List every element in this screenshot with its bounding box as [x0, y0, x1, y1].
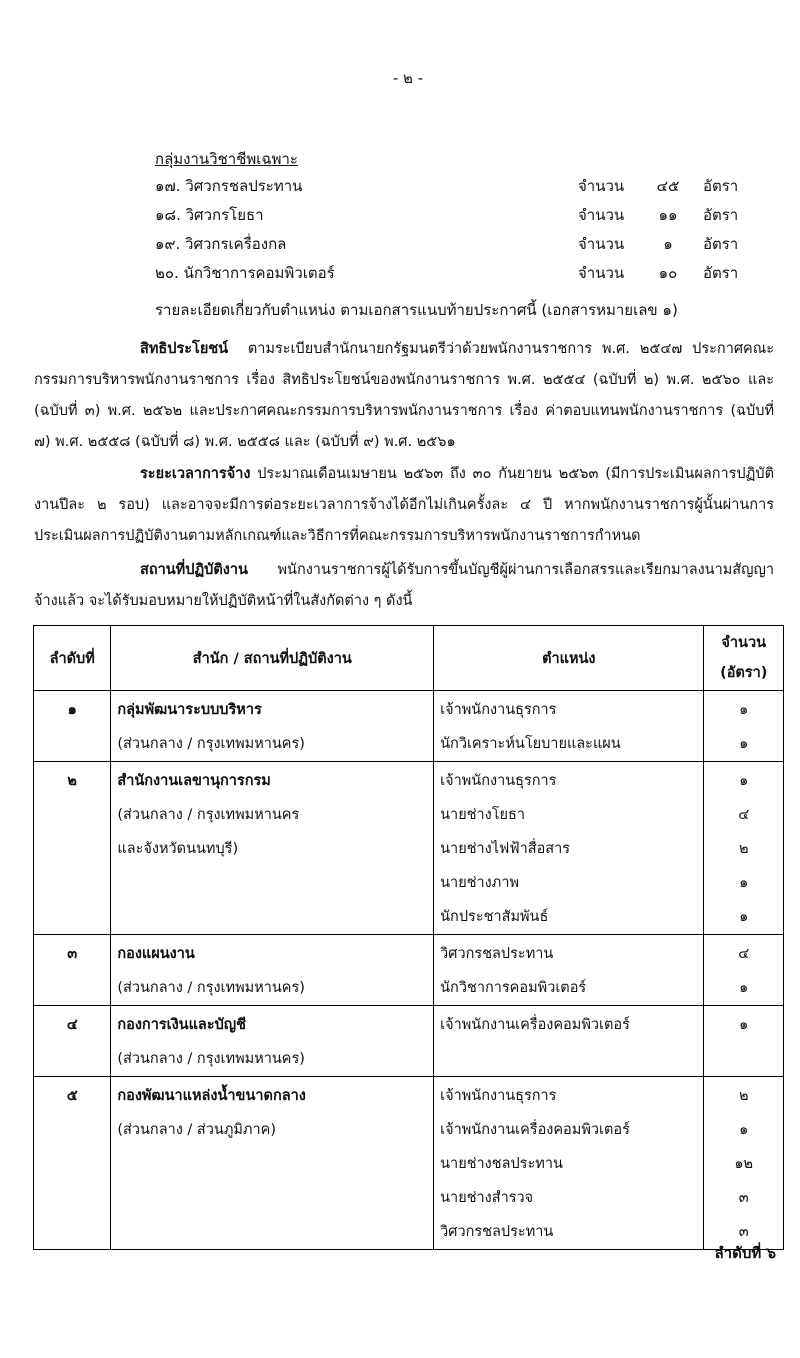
position-count: ๑๑ — [658, 206, 678, 224]
position-count: ๑ — [663, 235, 673, 253]
position-item — [155, 174, 755, 200]
group-title: กลุ่มงานวิชาชีพเฉพาะ — [155, 150, 298, 168]
position-title: เจ้าพนักงานธุรการ — [440, 1088, 557, 1104]
position-item — [155, 232, 755, 258]
position-count: ๓ — [738, 1224, 749, 1240]
position-cell — [434, 691, 704, 762]
workplace-heading: สถานที่ปฏิบัติงาน — [140, 562, 248, 578]
position-count: ๒ — [738, 1088, 749, 1104]
position-count: ๔ — [738, 946, 750, 962]
employment-period-paragraph — [34, 459, 774, 552]
row-number-text: ๕ — [66, 1088, 78, 1104]
position-title: นักวิเคราะห์นโยบายและแผน — [440, 736, 621, 752]
workplace-paragraph — [34, 555, 774, 617]
position-count: ๑ — [739, 980, 749, 996]
position-title: เจ้าพนักงานธุรการ — [440, 773, 557, 789]
position-title: เจ้าพนักงานเครื่องคอมพิวเตอร์ — [440, 1122, 630, 1138]
position-count: ๓ — [738, 1190, 749, 1206]
position-count: ๑ — [739, 773, 749, 789]
position-title: นายช่างไฟฟ้าสื่อสาร — [440, 841, 571, 857]
count-cell — [704, 1077, 784, 1250]
next-page-marker: ลำดับที่ ๖ — [714, 1244, 776, 1262]
table-row — [34, 691, 784, 762]
office-location: และจังหวัดนนทบุรี) — [117, 841, 239, 857]
position-cell — [434, 1077, 704, 1250]
office-cell — [111, 691, 434, 762]
office-name: สำนักงานเลขานุการกรม — [117, 773, 271, 789]
table-row — [34, 1077, 784, 1250]
count-cell — [704, 935, 784, 1006]
header-position: ตำแหน่ง — [434, 626, 704, 691]
count-label: จำนวน — [578, 206, 625, 224]
table-row — [34, 935, 784, 1006]
workplace-text: พนักงานราชการผู้ได้รับการขึ้นบัญชีผู้ผ่านการเลือกสรรและเรียกมาลงนามสัญญาจ้างแล้ว จะได้รับมอบหมายให้ปฏิบัติหน้าที่ในสังกัดต่าง ๆ ดังนี้ — [34, 562, 774, 609]
table-row — [34, 1006, 784, 1077]
position-count: ๑ — [739, 736, 749, 752]
position-title: นักวิชาการคอมพิวเตอร์ — [440, 980, 587, 996]
office-cell — [111, 935, 434, 1006]
row-number-text: ๔ — [66, 1017, 78, 1033]
office-location: (ส่วนกลาง / กรุงเทพมหานคร) — [117, 1051, 305, 1067]
count-cell — [704, 762, 784, 935]
benefits-text: ตามระเบียบสำนักนายกรัฐมนตรีว่าด้วยพนักงานราชการ พ.ศ. ๒๕๔๗ ประกาศคณะกรรมการบริหารพนักงานราชการ เรื่อง สิทธิประโยชน์ของพนักงานราชการ พ.ศ. ๒๕๕๔ (ฉบับที่ ๒) พ.ศ. ๒๕๖๐ และ (ฉบับที่ ๓) พ.ศ. ๒๕๖๒ และประกาศคณะกรรมการบริหารพนักงานราชการ เรื่อง ค่าตอบแทนพนักงานราชการ (ฉบับที่ ๗) พ.ศ. ๒๕๕๘ (ฉบับที่ ๘) พ.ศ. ๒๕๕๘ และ (ฉบับที่ ๙) พ.ศ. ๒๕๖๑ — [34, 341, 774, 450]
position-title: นายช่างสำรวจ — [440, 1190, 534, 1206]
position-count: ๒ — [738, 841, 749, 857]
position-count: ๑ — [739, 1122, 749, 1138]
table-header-row — [34, 626, 784, 691]
office-location: (ส่วนกลาง / ส่วนภูมิภาค) — [117, 1122, 276, 1138]
position-title: เจ้าพนักงานเครื่องคอมพิวเตอร์ — [440, 1017, 630, 1033]
position-title: วิศวกรชลประทาน — [440, 946, 554, 962]
row-number — [34, 1006, 111, 1077]
position-title: นายช่างภาพ — [440, 875, 520, 891]
position-count: ๑ — [739, 1017, 749, 1033]
position-count: ๑ — [739, 875, 749, 891]
position-title: นายช่างโยธา — [440, 807, 526, 823]
header-count — [704, 626, 784, 691]
header-no: ลำดับที่ — [34, 626, 111, 691]
count-label: จำนวน — [578, 264, 625, 282]
count-cell — [704, 691, 784, 762]
position-name: ๑๙. วิศวกรเครื่องกล — [155, 235, 287, 253]
office-name: กองแผนงาน — [117, 946, 195, 962]
workplace-table — [33, 625, 784, 1250]
position-count: ๔๕ — [656, 177, 680, 195]
header-count-line2: (อัตรา) — [720, 665, 768, 681]
position-count: ๔ — [738, 807, 750, 823]
position-name: ๒๐. นักวิชาการคอมพิวเตอร์ — [155, 264, 335, 282]
row-number — [34, 935, 111, 1006]
office-name: กองการเงินและบัญชี — [117, 1017, 247, 1033]
benefits-paragraph — [34, 334, 774, 458]
detail-note: รายละเอียดเกี่ยวกับตำแหน่ง ตามเอกสารแนบท้ายประกาศนี้ (เอกสารหมายเลข ๑) — [155, 301, 678, 319]
position-cell — [434, 762, 704, 935]
row-number — [34, 691, 111, 762]
count-label: จำนวน — [578, 177, 625, 195]
table-row — [34, 762, 784, 935]
count-unit: อัตรา — [703, 235, 739, 253]
count-unit: อัตรา — [703, 206, 739, 224]
office-location: (ส่วนกลาง / กรุงเทพมหานคร — [117, 807, 300, 823]
office-name: กลุ่มพัฒนาระบบบริหาร — [117, 702, 262, 718]
position-item — [155, 203, 755, 229]
position-title: วิศวกรชลประทาน — [440, 1224, 554, 1240]
office-cell — [111, 1077, 434, 1250]
position-cell — [434, 1006, 704, 1077]
office-location: (ส่วนกลาง / กรุงเทพมหานคร) — [117, 980, 305, 996]
office-name: กองพัฒนาแหล่งน้ำขนาดกลาง — [117, 1088, 306, 1104]
position-count: ๑ — [739, 909, 749, 925]
office-location: (ส่วนกลาง / กรุงเทพมหานคร) — [117, 736, 305, 752]
header-office: สำนัก / สถานที่ปฏิบัติงาน — [111, 626, 434, 691]
row-number-text: ๑ — [67, 702, 77, 718]
position-cell — [434, 935, 704, 1006]
position-name: ๑๘. วิศวกรโยธา — [155, 206, 264, 224]
position-title: นายช่างชลประทาน — [440, 1156, 563, 1172]
position-item — [155, 261, 755, 287]
employment-period-text: ประมาณเดือนเมษายน ๒๕๖๓ ถึง ๓๐ กันยายน ๒๕๖๓ (มีการประเมินผลการปฏิบัติงานปีละ ๒ รอบ) และอาจจะมีการต่อระยะเวลาการจ้างได้อีกไม่เกินครั้งละ ๔ ปี หากพนักงานราชการผู้นั้นผ่านการประเมินผลการปฏิบัติงานตามหลักเกณฑ์และวิธีการที่คณะกรรมการบริหารพนักงานราชการกำหนด — [34, 466, 774, 544]
position-title: เจ้าพนักงานธุรการ — [440, 702, 557, 718]
count-label: จำนวน — [578, 235, 625, 253]
position-count: ๑ — [739, 702, 749, 718]
office-cell — [111, 1006, 434, 1077]
employment-period-heading: ระยะเวลาการจ้าง — [140, 466, 251, 482]
row-number — [34, 1077, 111, 1250]
office-cell — [111, 762, 434, 935]
benefits-heading: สิทธิประโยชน์ — [140, 341, 229, 357]
row-number-text: ๒ — [67, 773, 77, 789]
row-number-text: ๓ — [67, 946, 78, 962]
position-count: ๑๒ — [734, 1156, 754, 1172]
position-count: ๑๐ — [658, 264, 678, 282]
header-count-line1: จำนวน — [721, 635, 767, 651]
row-number — [34, 762, 111, 935]
position-title: นักประชาสัมพันธ์ — [440, 909, 549, 925]
count-unit: อัตรา — [703, 264, 739, 282]
count-unit: อัตรา — [703, 177, 739, 195]
page-number: - ๒ - — [392, 69, 424, 87]
position-name: ๑๗. วิศวกรชลประทาน — [155, 177, 303, 195]
count-cell — [704, 1006, 784, 1077]
